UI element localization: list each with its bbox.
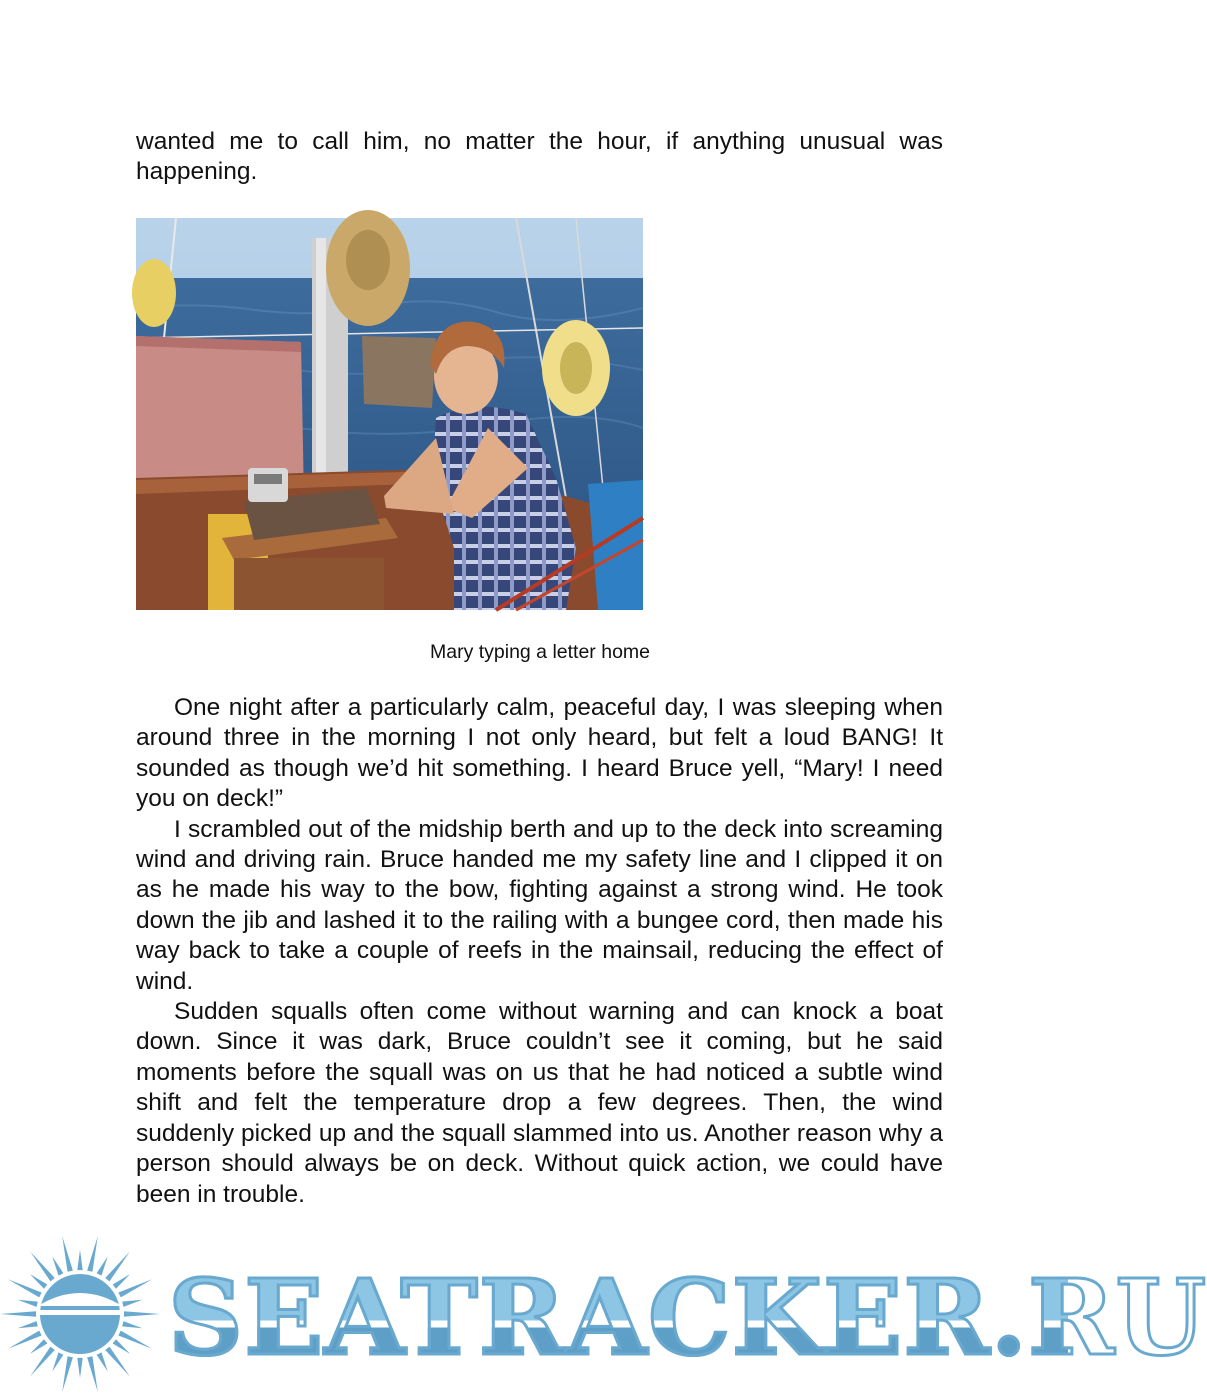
paragraph: wanted me to call him, no matter the hour, if anything unusual was happening. <box>136 128 943 186</box>
sun-ray <box>118 1331 152 1349</box>
sun-ray <box>18 1300 38 1307</box>
sun-ray <box>52 1352 63 1371</box>
sun-ray <box>87 1236 98 1272</box>
sun-ray <box>8 1331 42 1349</box>
sun-ray <box>97 1352 108 1371</box>
sun-ray <box>97 1256 108 1275</box>
sun-ray <box>30 1339 47 1354</box>
sun-ray <box>30 1274 47 1289</box>
page-text-top <box>136 127 943 188</box>
sun-ray <box>122 1300 142 1307</box>
paragraph: One night after a particularly calm, peaceful day, I was sleeping when around three in the morning I not only heard, but felt a loud BANG! It sounded as though we’d hit something. I heard Bruce yell, “Mary! I need you on deck!” <box>136 694 943 813</box>
sun-ray <box>118 1279 152 1297</box>
sun-ray <box>52 1256 63 1275</box>
sun-ray <box>113 1339 130 1354</box>
paragraph: I scrambled out of the midship berth and up to the deck into screaming wind and driving rain. Bruce handed me my safety line and I clipped it on as he made his way to the bow, fighting against a strong wind. He took down the jib and lashed it to the railing with a bungee cord, then made his way back to take a couple of reefs in the mainsail, reducing the effect of wind. <box>136 815 943 995</box>
photo-caption: Mary typing a letter home <box>429 641 650 663</box>
sun-ray <box>18 1321 38 1328</box>
sun-ray <box>0 1311 36 1316</box>
sun-ray <box>87 1356 98 1392</box>
sun-ray <box>77 1358 82 1378</box>
sun-icon <box>0 1234 170 1397</box>
sun-ray <box>122 1321 142 1328</box>
watermark-banner <box>0 1234 1207 1397</box>
page-text-body <box>136 693 943 1210</box>
paragraph: Sudden squalls often come without warning and can knock a boat down. Since it was dark, Bruce couldn’t see it coming, but he said moments before the squall was on us that he had noticed a subtle wind shift and felt the temperature drop a few degrees. Then, the wind suddenly picked up and the squall slammed into us. Another reason why a person should always be on deck. Without quick action, we could have been in trouble. <box>136 998 943 1208</box>
sun-ray <box>62 1356 73 1392</box>
sun-ray <box>8 1279 42 1297</box>
photo-mary-typing <box>136 218 643 610</box>
sun-ray <box>62 1236 73 1272</box>
watermark-text: SEATRACKER.RU <box>168 1256 1207 1379</box>
sun-ray <box>77 1250 82 1270</box>
sun-ray <box>124 1311 160 1316</box>
sun-ray <box>113 1274 130 1289</box>
